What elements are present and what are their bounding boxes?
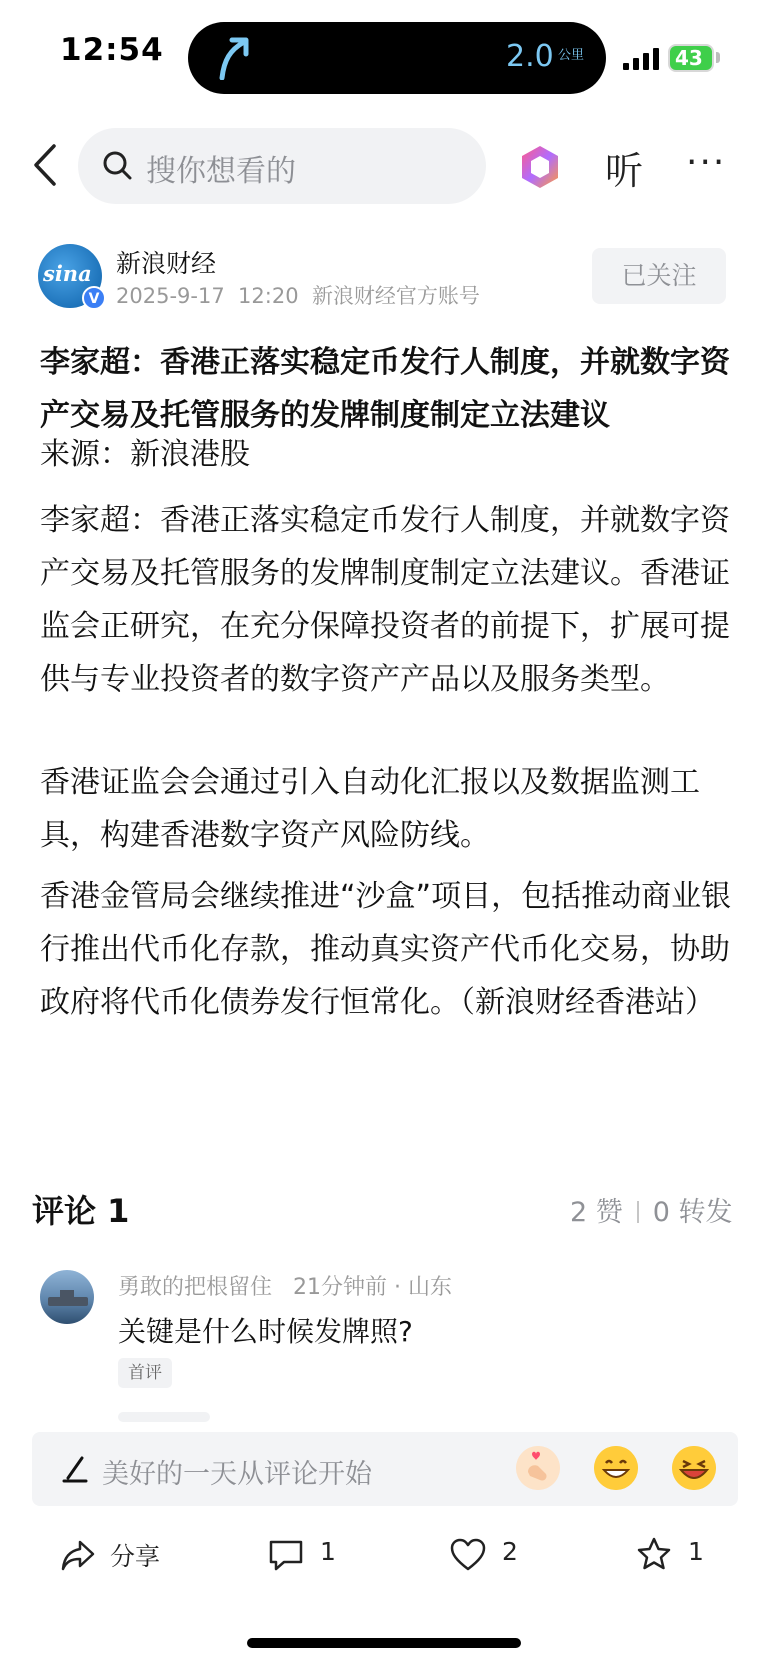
like-count: 2 <box>502 1537 518 1566</box>
article-title: 李家超：香港正落实稳定币发行人制度，并就数字资产交易及托管服务的发牌制度制定立法建议 <box>40 345 730 433</box>
comments-title: 评论 1 <box>32 1192 130 1230</box>
author-name[interactable]: 新浪财经 <box>116 249 217 278</box>
battery-tip <box>716 52 720 63</box>
author-avatar[interactable] <box>38 244 102 308</box>
favorite-button[interactable] <box>636 1535 716 1575</box>
article-paragraph: 香港证监会会通过引入自动化汇报以及数据监测工具，构建香港数字资产风险防线。 <box>40 765 700 853</box>
search-placeholder: 搜你想看的 <box>146 154 296 189</box>
commenter-avatar[interactable] <box>40 1270 94 1324</box>
share-icon <box>60 1537 96 1573</box>
favorite-count: 1 <box>688 1537 704 1566</box>
comment-input[interactable] <box>32 1432 738 1506</box>
dynamic-island-navigation[interactable] <box>188 22 606 94</box>
battery-icon <box>668 44 714 72</box>
account-type: 新浪财经官方账号 <box>311 284 480 308</box>
article-paragraph: 李家超：香港正落实稳定币发行人制度，并就数字资产交易及托管服务的发牌制度制定立法建议。香港证监会正研究，在充分保障投资者的前提下，扩展可提供与专业投资者的数字资产产品以及服务类型。 <box>40 503 730 697</box>
comment-count: 1 <box>320 1537 336 1566</box>
heart-icon <box>450 1538 486 1572</box>
share-label: 分享 <box>110 1542 161 1571</box>
laughing-emoji-icon[interactable] <box>672 1446 716 1490</box>
reposts-count[interactable]: 0 转发 <box>652 1197 733 1228</box>
home-indicator[interactable] <box>247 1638 521 1648</box>
comment-button[interactable] <box>268 1535 348 1575</box>
verified-badge-icon: V <box>82 286 106 310</box>
article-paragraph: 香港金管局会继续推进“沙盒”项目，包括推动商业银行推出代币化存款，推动真实资产代币化交易，协助政府将代币化债券发行恒常化。（新浪财经香港站） <box>40 879 732 1020</box>
comment-dot: · <box>394 1275 401 1300</box>
cellular-signal-icon <box>623 48 659 70</box>
follow-button[interactable]: 已关注 <box>592 248 726 304</box>
post-date: 2025-9-17 <box>116 284 225 308</box>
star-icon <box>636 1536 672 1572</box>
battery-level: 43 <box>675 46 703 70</box>
nav-distance: 2.0 <box>506 39 554 74</box>
ship-shape <box>48 1297 88 1306</box>
first-comment-badge: 首评 <box>118 1358 172 1388</box>
search-icon <box>102 150 134 182</box>
article-source: 来源：新浪港股 <box>40 437 250 472</box>
comment-placeholder: 美好的一天从评论开始 <box>102 1459 372 1490</box>
grinning-emoji-icon[interactable] <box>594 1446 638 1490</box>
back-icon[interactable] <box>26 140 66 190</box>
finger-heart-emoji-icon[interactable] <box>516 1446 560 1490</box>
more-options-button[interactable]: ··· <box>686 142 727 183</box>
post-time: 12:20 <box>238 284 299 308</box>
like-button[interactable] <box>450 1535 530 1575</box>
nav-distance-unit: 公里 <box>558 48 585 63</box>
stats-divider <box>637 1201 639 1223</box>
comment-location: 山东 <box>408 1275 453 1300</box>
comment-placeholder-bar <box>118 1412 210 1422</box>
listen-button[interactable]: 听 <box>605 149 644 193</box>
comment-text[interactable]: 关键是什么时候发牌照? <box>118 1315 413 1348</box>
comment-icon <box>268 1538 304 1572</box>
sina-logo: sina <box>43 261 92 286</box>
turn-arrow-icon <box>214 34 254 80</box>
pen-icon <box>60 1454 90 1484</box>
author-meta <box>116 280 480 310</box>
commenter-name[interactable]: 勇敢的把根留住 <box>118 1275 273 1300</box>
comments-stats <box>570 1190 733 1229</box>
ai-assistant-icon[interactable] <box>516 143 564 191</box>
share-button[interactable] <box>60 1535 170 1575</box>
status-time: 12:54 <box>60 32 164 68</box>
comment-time: 21分钟前 <box>293 1275 387 1300</box>
likes-count[interactable]: 2 赞 <box>570 1197 623 1228</box>
search-input[interactable] <box>78 128 486 204</box>
comment-meta <box>118 1270 452 1301</box>
